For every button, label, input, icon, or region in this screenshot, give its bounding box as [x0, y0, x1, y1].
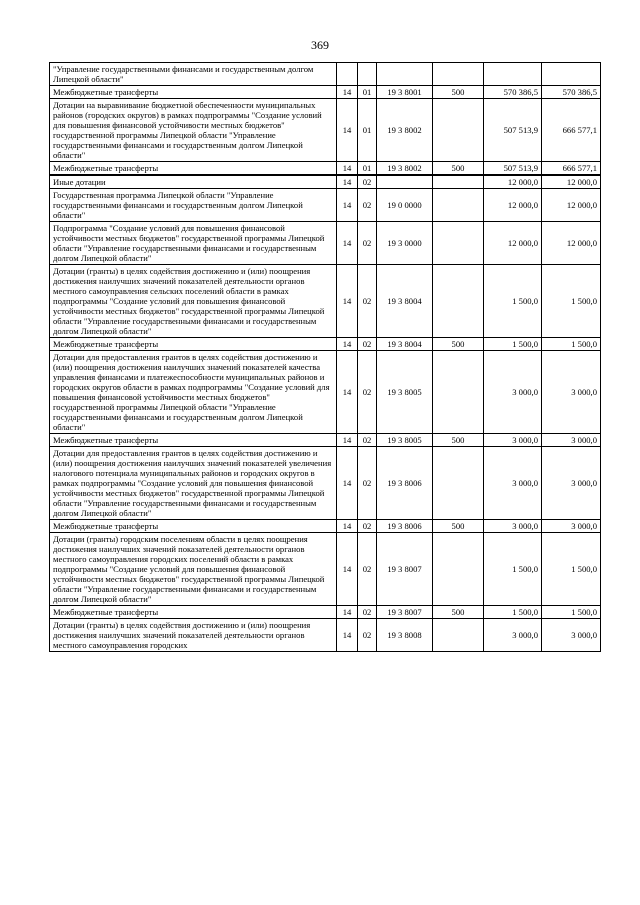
cell-amount-1: 12 000,0: [484, 189, 542, 222]
cell-target-article: 19 3 8006: [377, 447, 433, 520]
cell-amount-1: 3 000,0: [484, 520, 542, 533]
cell-target-article: 19 3 8007: [377, 533, 433, 606]
cell-section: 14: [337, 351, 358, 434]
cell-target-article: [377, 63, 433, 86]
cell-target-article: 19 3 8004: [377, 265, 433, 338]
cell-target-article: 19 3 8002: [377, 99, 433, 162]
cell-amount-2: 3 000,0: [542, 434, 601, 447]
cell-expense-type: [433, 63, 484, 86]
cell-amount-2: 666 577,1: [542, 162, 601, 176]
table-row: [50, 351, 601, 434]
cell-subsection: 02: [358, 338, 377, 351]
table-row: [50, 533, 601, 606]
cell-section: 14: [337, 434, 358, 447]
cell-target-article: 19 0 0000: [377, 189, 433, 222]
cell-name: Дотации для предоставления грантов в целях содействия достижению и (или) поощрения достижения наилучших значений показателей качества управления финансами и платежеспособности муниципальных районов и городских округов области в рамках подпрограммы "Создание условий для повышения финансовой устойчивости местных бюджетов" государственной программы Липецкой области "Управление государственными финансами и государственным долгом Липецкой области": [50, 351, 337, 434]
cell-subsection: 02: [358, 175, 377, 189]
cell-subsection: 02: [358, 606, 377, 619]
cell-amount-1: 1 500,0: [484, 265, 542, 338]
cell-name: Межбюджетные трансферты: [50, 520, 337, 533]
cell-amount-1: 1 500,0: [484, 606, 542, 619]
table-row: [50, 162, 601, 176]
cell-section: 14: [337, 447, 358, 520]
cell-expense-type: [433, 447, 484, 520]
cell-section: 14: [337, 606, 358, 619]
table-row: [50, 99, 601, 162]
cell-subsection: 01: [358, 99, 377, 162]
cell-name: Дотации (гранты) в целях содействия достижению и (или) поощрения достижения наилучших значений показателей деятельности органов местного самоуправления городских: [50, 619, 337, 652]
cell-expense-type: 500: [433, 162, 484, 176]
cell-section: 14: [337, 619, 358, 652]
cell-expense-type: [433, 189, 484, 222]
cell-amount-2: 3 000,0: [542, 619, 601, 652]
cell-expense-type: 500: [433, 520, 484, 533]
cell-name: Межбюджетные трансферты: [50, 606, 337, 619]
cell-target-article: 19 3 8002: [377, 162, 433, 176]
cell-expense-type: 500: [433, 338, 484, 351]
cell-expense-type: [433, 351, 484, 434]
cell-target-article: 19 3 8007: [377, 606, 433, 619]
cell-amount-1: [484, 63, 542, 86]
cell-subsection: 02: [358, 619, 377, 652]
cell-name: Подпрограмма "Создание условий для повышения финансовой устойчивости местных бюджетов" государственной программы Липецкой области "Управление государственными финансами и государственным долгом Липецкой области": [50, 222, 337, 265]
cell-amount-2: 570 386,5: [542, 86, 601, 99]
cell-section: 14: [337, 533, 358, 606]
cell-amount-1: 1 500,0: [484, 533, 542, 606]
cell-amount-1: 3 000,0: [484, 619, 542, 652]
cell-amount-2: 1 500,0: [542, 606, 601, 619]
cell-amount-1: 570 386,5: [484, 86, 542, 99]
cell-amount-2: 3 000,0: [542, 351, 601, 434]
cell-expense-type: [433, 222, 484, 265]
cell-amount-2: 3 000,0: [542, 447, 601, 520]
cell-expense-type: [433, 265, 484, 338]
cell-name: Дотации для предоставления грантов в целях содействия достижению и (или) поощрения достижения наилучших значений показателей увеличения налогового потенциала муниципальных районов и городских округов в рамках подпрограммы "Создание условий для повышения финансовой устойчивости местных бюджетов" государственной программы Липецкой области "Управление государственными финансами и государственным долгом Липецкой области": [50, 447, 337, 520]
cell-section: 14: [337, 338, 358, 351]
cell-target-article: 19 3 0000: [377, 222, 433, 265]
cell-amount-1: 507 513,9: [484, 99, 542, 162]
cell-target-article: 19 3 8005: [377, 434, 433, 447]
cell-subsection: 02: [358, 189, 377, 222]
cell-name: Дотации на выравнивание бюджетной обеспеченности муниципальных районов (городских округов) в рамках подпрограммы "Создание условий для повышения финансовой устойчивости местных бюджетов" государственной программы Липецкой области "Управление государственными финансами и государственным долгом Липецкой области": [50, 99, 337, 162]
cell-expense-type: 500: [433, 434, 484, 447]
cell-amount-1: 3 000,0: [484, 351, 542, 434]
cell-name: Межбюджетные трансферты: [50, 338, 337, 351]
table-row: [50, 520, 601, 533]
table-row: [50, 619, 601, 652]
cell-name: Иные дотации: [50, 175, 337, 189]
cell-name: Межбюджетные трансферты: [50, 86, 337, 99]
cell-amount-1: 3 000,0: [484, 447, 542, 520]
page-number: 369: [311, 38, 329, 52]
cell-amount-2: 12 000,0: [542, 189, 601, 222]
cell-subsection: 01: [358, 86, 377, 99]
cell-amount-1: 507 513,9: [484, 162, 542, 176]
cell-amount-2: 1 500,0: [542, 533, 601, 606]
table-row: [50, 434, 601, 447]
cell-amount-2: 12 000,0: [542, 222, 601, 265]
cell-section: 14: [337, 162, 358, 176]
cell-subsection: 02: [358, 265, 377, 338]
cell-subsection: [358, 63, 377, 86]
cell-target-article: 19 3 8004: [377, 338, 433, 351]
table-row: [50, 86, 601, 99]
cell-amount-2: 12 000,0: [542, 175, 601, 189]
table-row: [50, 447, 601, 520]
cell-section: 14: [337, 222, 358, 265]
cell-amount-1: 12 000,0: [484, 175, 542, 189]
cell-expense-type: [433, 175, 484, 189]
cell-name: Межбюджетные трансферты: [50, 434, 337, 447]
table-row: [50, 606, 601, 619]
table-row: [50, 189, 601, 222]
cell-amount-2: 1 500,0: [542, 338, 601, 351]
cell-section: [337, 63, 358, 86]
cell-subsection: 02: [358, 447, 377, 520]
cell-section: 14: [337, 520, 358, 533]
cell-amount-2: 3 000,0: [542, 520, 601, 533]
cell-subsection: 02: [358, 222, 377, 265]
table-row: [50, 175, 601, 189]
cell-target-article: [377, 175, 433, 189]
cell-amount-2: 1 500,0: [542, 265, 601, 338]
table-row: [50, 222, 601, 265]
cell-section: 14: [337, 189, 358, 222]
cell-name: Дотации (гранты) городским поселениям области в целях поощрения достижения наилучших значений показателей деятельности органов местного самоуправления городских поселений области в рамках подпрограммы "Создание условий для повышения финансовой устойчивости местных бюджетов" государственной программы Липецкой области "Управление государственными финансами и государственным долгом Липецкой области": [50, 533, 337, 606]
cell-amount-1: 1 500,0: [484, 338, 542, 351]
cell-amount-1: 3 000,0: [484, 434, 542, 447]
table-row: [50, 63, 601, 86]
cell-subsection: 01: [358, 162, 377, 176]
cell-name: Межбюджетные трансферты: [50, 162, 337, 176]
cell-section: 14: [337, 99, 358, 162]
cell-subsection: 02: [358, 533, 377, 606]
table-row: [50, 265, 601, 338]
cell-expense-type: [433, 99, 484, 162]
cell-subsection: 02: [358, 351, 377, 434]
cell-target-article: 19 3 8001: [377, 86, 433, 99]
cell-expense-type: 500: [433, 86, 484, 99]
cell-section: 14: [337, 265, 358, 338]
budget-table: [49, 62, 601, 652]
cell-subsection: 02: [358, 520, 377, 533]
table-row: [50, 338, 601, 351]
cell-name: Дотации (гранты) в целях содействия достижению и (или) поощрения достижения наилучших значений показателей деятельности органов местного самоуправления сельских поселений области в рамках подпрограммы "Создание условий для повышения финансовой устойчивости местных бюджетов" государственной программы Липецкой области "Управление государственными финансами и государственным долгом Липецкой области": [50, 265, 337, 338]
cell-name: Государственная программа Липецкой области "Управление государственными финансами и государственным долгом Липецкой области": [50, 189, 337, 222]
cell-expense-type: [433, 619, 484, 652]
cell-target-article: 19 3 8005: [377, 351, 433, 434]
cell-target-article: 19 3 8008: [377, 619, 433, 652]
cell-name: "Управление государственными финансами и государственным долгом Липецкой области": [50, 63, 337, 86]
cell-section: 14: [337, 175, 358, 189]
cell-target-article: 19 3 8006: [377, 520, 433, 533]
cell-section: 14: [337, 86, 358, 99]
cell-amount-2: 666 577,1: [542, 99, 601, 162]
cell-expense-type: 500: [433, 606, 484, 619]
cell-amount-2: [542, 63, 601, 86]
cell-subsection: 02: [358, 434, 377, 447]
cell-expense-type: [433, 533, 484, 606]
cell-amount-1: 12 000,0: [484, 222, 542, 265]
